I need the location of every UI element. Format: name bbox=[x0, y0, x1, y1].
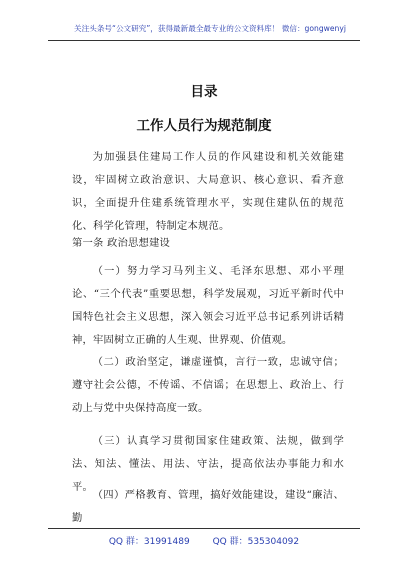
footer-divider bbox=[48, 528, 360, 529]
article-item-3: （三）认真学习贯彻国家住建政策、法规，做到学法、知法、懂法、用法、守法，提高依法办事能力和水平。 bbox=[72, 435, 344, 493]
qq-group-2: QQ 群：535304092 bbox=[212, 537, 300, 547]
article-item-4: （四）严格教育、管理，搞好效能建设，建设“廉洁、勤 bbox=[72, 489, 344, 524]
document-title: 工作人员行为规范制度 bbox=[136, 118, 272, 134]
article-1-heading: 第一条 政治思想建设 bbox=[72, 237, 170, 249]
header-promo-note: 关注头条号“公文研究”，获得最新最全最专业的公文资料库！ 微信：gongwenyj bbox=[74, 24, 346, 33]
footer-qq-groups bbox=[0, 534, 408, 547]
article-item-1: （一）努力学习马列主义、毛泽东思想、邓小平理论、“三个代表”重要思想，科学发展观，习近平新时代中国特色社会主义思想，深入领会习近平总书记系列讲话精神，牢固树立正确的人生观、世界观、价值观。 bbox=[72, 265, 344, 346]
intro-paragraph: 为加强县住建局工作人员的作风建设和机关效能建设，牢固树立政治意识、大局意识、核心意识、看齐意识，全面提升住建系统管理水平，实现住建队伍的规范化、科学化管理，特制定本规范。 bbox=[72, 151, 344, 232]
toc-title: 目录 bbox=[190, 84, 218, 100]
header-divider bbox=[48, 40, 360, 41]
article-item-2: （二）政治坚定，谦虚谨慎，言行一致，忠诚守信；遵守社会公德，不传谣、不信谣；在思想上、政治上、行动上与党中央保持高度一致。 bbox=[72, 356, 344, 414]
qq-group-1: QQ 群：31991489 bbox=[108, 537, 190, 547]
